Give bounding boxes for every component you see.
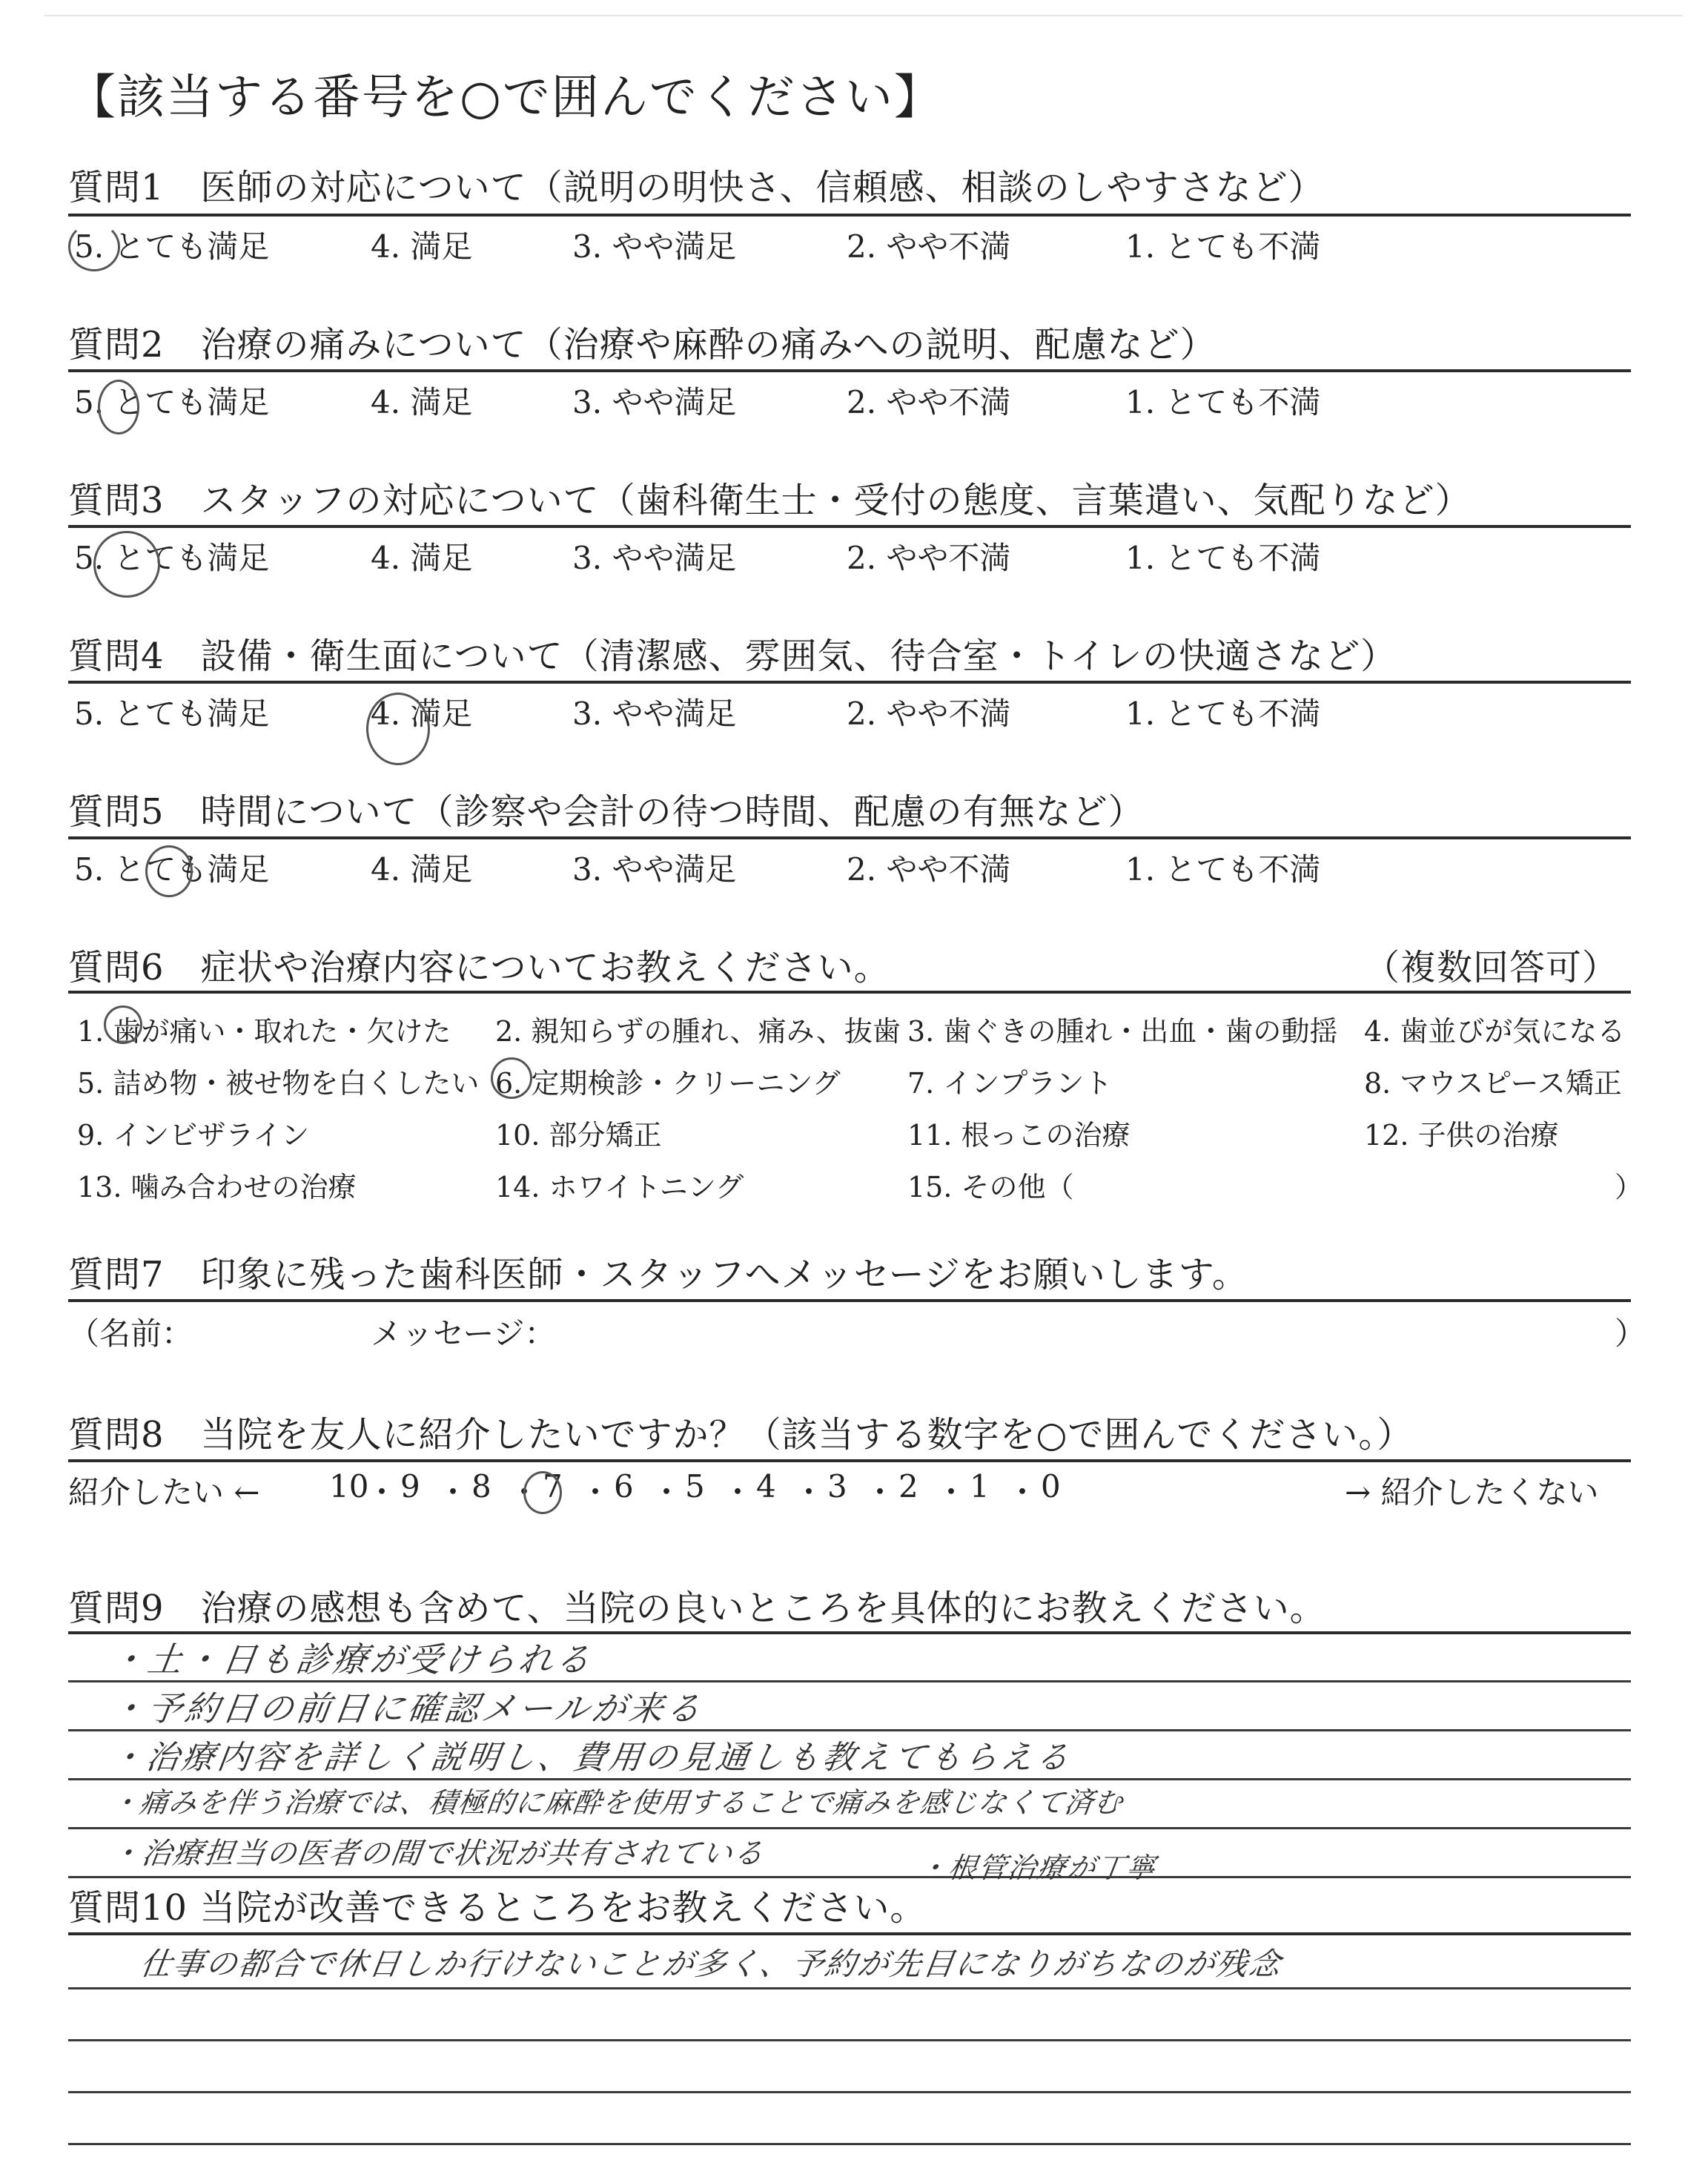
q1-option-3[interactable]: 3. やや満足 (572, 228, 737, 265)
q1-selection-circle (68, 222, 120, 271)
q8-scale-7[interactable]: 7 (543, 1468, 563, 1505)
q9-answer-1: ・土・日も診療が受けられる (107, 1639, 596, 1680)
q4-selection-circle (366, 693, 430, 765)
q8-scale-5[interactable]: 5 (685, 1468, 705, 1505)
q6-option-5[interactable]: 5. 詰め物・被せ物を白くしたい (77, 1067, 480, 1100)
q8-scale-0[interactable]: 0 (1041, 1468, 1061, 1505)
q9-answer-4: ・痛みを伴う治療では、積極的に麻酔を使用することで痛みを感じなくて済む (108, 1786, 1125, 1819)
q8-scale-separator: ・ (1007, 1474, 1039, 1510)
q8-scale-separator: ・ (509, 1474, 540, 1510)
question-4-heading: 質問4 設備・衛生面について（清潔感、雰囲気、待合室・トイレの快適さなど） (68, 635, 1397, 677)
q2-option-1[interactable]: 1. とても不満 (1125, 384, 1321, 420)
q5-option-3[interactable]: 3. やや満足 (572, 851, 737, 888)
question-3-heading: 質問3 スタッフの対応について（歯科衛生士・受付の態度、言葉遣い、気配りなど） (68, 480, 1472, 521)
q4-option-1[interactable]: 1. とても不満 (1125, 696, 1321, 732)
q2-selection-circle (98, 380, 139, 435)
q10-line-2 (68, 2039, 1631, 2041)
question-2-heading: 質問2 治療の痛みについて（治療や麻酔の痛みへの説明、配慮など） (68, 324, 1217, 366)
q3-option-3[interactable]: 3. やや満足 (572, 540, 737, 576)
q8-scale-separator: ・ (722, 1474, 754, 1510)
q8-scale-2[interactable]: 2 (898, 1468, 918, 1505)
question-7-rule (68, 1299, 1631, 1302)
q6-option-7[interactable]: 7. インプラント (907, 1067, 1113, 1100)
question-9-heading: 質問9 治療の感想も含めて、当院の良いところを具体的にお教えください。 (68, 1588, 1326, 1629)
q1-option-1[interactable]: 1. とても不満 (1125, 228, 1321, 265)
q8-left-label: 紹介したい ← (68, 1474, 260, 1510)
q2-option-3[interactable]: 3. やや満足 (572, 384, 737, 420)
q6-option-10[interactable]: 10. 部分矯正 (495, 1119, 662, 1152)
q8-scale-separator: ・ (651, 1474, 683, 1510)
q6-option-13[interactable]: 13. 噛み合わせの治療 (77, 1171, 357, 1203)
q1-option-4[interactable]: 4. 満足 (371, 228, 473, 265)
question-8-heading: 質問8 当院を友人に紹介したいですか？（該当する数字を○で囲んでください。） (68, 1414, 1414, 1456)
q8-scale-3[interactable]: 3 (827, 1468, 847, 1505)
q3-selection-circle (93, 531, 160, 598)
q4-option-3[interactable]: 3. やや満足 (572, 696, 737, 732)
q9-answer-2: ・予約日の前日に確認メールが来る (107, 1688, 706, 1728)
question-5-heading: 質問5 時間について（診察や会計の待つ時間、配慮の有無など） (68, 791, 1145, 833)
q6-option-8[interactable]: 8. マウスピース矯正 (1364, 1067, 1622, 1100)
q6-option-1[interactable]: 1. 歯が痛い・取れた・欠けた (77, 1015, 451, 1048)
q9-line-4 (68, 1827, 1631, 1829)
q10-answer-1: 仕事の都合で休日しか行けないことが多く、予約が先目になりがちなのが残念 (138, 1946, 1285, 1982)
q8-scale-separator: ・ (366, 1474, 398, 1510)
q8-right-label: → 紹介したくない (1345, 1474, 1599, 1510)
question-6-rule (68, 991, 1631, 994)
q6-option-3[interactable]: 3. 歯ぐきの腫れ・出血・歯の動揺 (907, 1015, 1338, 1048)
question-7-heading: 質問7 印象に残った歯科医師・スタッフへメッセージをお願いします。 (68, 1254, 1248, 1295)
question-6-heading: 質問6 症状や治療内容についてお教えください。 (68, 947, 890, 988)
q8-scale-separator: ・ (580, 1474, 612, 1510)
q3-option-4[interactable]: 4. 満足 (371, 540, 473, 576)
q8-scale-10[interactable]: 10 (329, 1468, 369, 1505)
q4-option-4[interactable]: 4. 満足 (371, 696, 473, 732)
q7-close-paren: ） (1615, 1315, 1646, 1352)
q8-scale-1[interactable]: 1 (970, 1468, 990, 1505)
q5-selection-circle (145, 845, 193, 897)
form-title: 【該当する番号を○で囲んでください】 (68, 70, 943, 125)
q5-option-4[interactable]: 4. 満足 (371, 851, 473, 888)
q6-option-14[interactable]: 14. ホワイトニング (495, 1171, 744, 1203)
q6-option-15-close: ） (1615, 1171, 1644, 1203)
q8-scale-separator: ・ (793, 1474, 825, 1510)
q2-option-4[interactable]: 4. 満足 (371, 384, 473, 420)
q10-line-1 (68, 1987, 1631, 1989)
q8-scale-separator: ・ (936, 1474, 967, 1510)
q6-option-2[interactable]: 2. 親知らずの腫れ、痛み、抜歯 (495, 1015, 901, 1048)
q1-option-2[interactable]: 2. やや不満 (847, 228, 1011, 265)
q7-name-label: （名前： (68, 1315, 193, 1352)
question-10-heading: 質問10 当院が改善できるところをお教えください。 (68, 1887, 927, 1929)
q9-answer-5: ・治療担当の医者の間で状況が共有されている (108, 1837, 767, 1871)
q4-option-5[interactable]: 5. とても満足 (74, 696, 270, 732)
q5-option-5[interactable]: 5. とても満足 (74, 851, 270, 888)
q10-line-4 (68, 2143, 1631, 2145)
q8-scale-separator: ・ (437, 1474, 469, 1510)
question-3-rule (68, 525, 1631, 528)
q6-option-12[interactable]: 12. 子供の治療 (1364, 1119, 1559, 1152)
q5-option-1[interactable]: 1. とても不満 (1125, 851, 1321, 888)
question-6-note: （複数回答可） (1364, 947, 1619, 988)
q8-scale-separator: ・ (864, 1474, 896, 1510)
q3-option-1[interactable]: 1. とても不満 (1125, 540, 1321, 576)
q3-option-2[interactable]: 2. やや不満 (847, 540, 1011, 576)
q1-option-5[interactable]: 5. とても満足 (74, 228, 270, 265)
q5-option-2[interactable]: 2. やや不満 (847, 851, 1011, 888)
q9-answer-3: ・治療内容を詳しく説明し、費用の見通しも教えてもらえる (107, 1739, 1074, 1777)
q7-message-label: メッセージ： (371, 1315, 556, 1352)
q3-option-5[interactable]: 5. とても満足 (74, 540, 270, 576)
scan-edge (44, 15, 1683, 16)
question-10-rule (68, 1932, 1631, 1935)
q6-selection-circle-6 (491, 1057, 532, 1099)
q8-selection-circle (523, 1471, 562, 1514)
q2-option-2[interactable]: 2. やや不満 (847, 384, 1011, 420)
question-8-rule (68, 1459, 1631, 1462)
q6-option-15[interactable]: 15. その他（ (907, 1171, 1074, 1203)
q9-line-5 (68, 1876, 1631, 1878)
question-1-rule (68, 214, 1631, 217)
q8-scale-6[interactable]: 6 (614, 1468, 634, 1505)
q8-scale-8[interactable]: 8 (471, 1468, 491, 1505)
q6-option-4[interactable]: 4. 歯並びが気になる (1364, 1015, 1626, 1048)
q6-option-6[interactable]: 6. 定期検診・クリーニング (495, 1067, 841, 1100)
question-1-heading: 質問1 医師の対応について（説明の明快さ、信頼感、相談のしやすさなど） (68, 167, 1325, 208)
question-4-rule (68, 681, 1631, 684)
question-5-rule (68, 836, 1631, 839)
q6-option-9[interactable]: 9. インビザライン (77, 1119, 310, 1152)
q10-line-3 (68, 2091, 1631, 2093)
q8-scale-4[interactable]: 4 (756, 1468, 776, 1505)
q6-selection-circle-1 (104, 1005, 142, 1044)
question-2-rule (68, 369, 1631, 372)
q8-scale-9[interactable]: 9 (400, 1468, 420, 1505)
q2-option-5[interactable]: 5. とても満足 (74, 384, 270, 420)
q6-option-11[interactable]: 11. 根っこの治療 (907, 1119, 1131, 1152)
q9-answer-6: ・根管治療が丁寧 (916, 1852, 1159, 1884)
q4-option-2[interactable]: 2. やや不満 (847, 696, 1011, 732)
